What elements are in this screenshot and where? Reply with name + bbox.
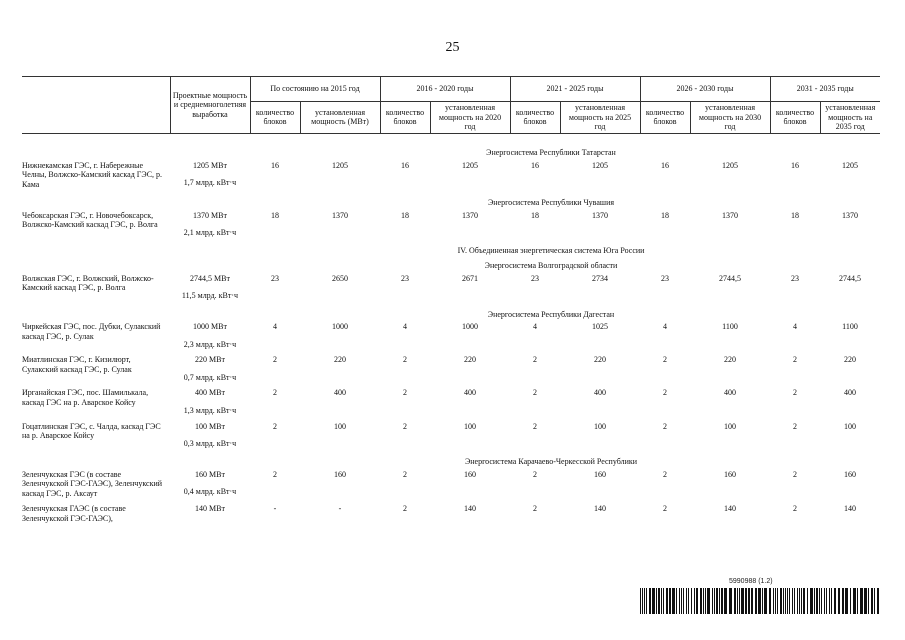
units-count: 4 — [663, 321, 668, 331]
header-capacity-2025: установленная мощность на 2025 год — [560, 102, 640, 134]
units-count: 2 — [793, 421, 798, 431]
project-capacity-cell — [170, 211, 250, 238]
installed-capacity: 100 — [334, 421, 346, 431]
table-row — [22, 470, 880, 499]
project-capacity-cell — [170, 161, 250, 190]
project-capacity: 400 МВт — [195, 388, 225, 398]
units-count: 2 — [793, 469, 798, 479]
header-units-2025: количество блоков — [510, 102, 560, 134]
header-units-2030: количество блоков — [640, 102, 690, 134]
units-count: 18 — [791, 210, 800, 220]
barcode-icon — [640, 588, 880, 614]
installed-capacity: 160 — [724, 469, 737, 479]
section-title: Энергосистема Волгоградской области — [484, 261, 618, 271]
units-count: 2 — [533, 421, 538, 431]
header-period-2015: По состоянию на 2015 год — [250, 77, 380, 102]
plant-name: Зеленчукская ГАЭС (в составе Зеленчукской ГЭС-ГАЭС), — [22, 504, 126, 524]
units-count: 2 — [273, 388, 277, 398]
installed-capacity: - — [338, 504, 342, 514]
header-capacity-2020: установленная мощность на 2020 год — [430, 102, 510, 134]
annual-generation: 1,7 млрд. кВт·ч — [183, 178, 237, 188]
units-count: 23 — [271, 273, 279, 283]
installed-capacity: 2744,5 — [719, 273, 742, 283]
section-row — [22, 146, 880, 161]
section-title: Энергосистема Карачаево-Черкесской Республики — [464, 457, 638, 467]
units-count: 2 — [403, 388, 408, 398]
units-count: 16 — [661, 160, 670, 170]
project-capacity-cell — [170, 504, 250, 523]
page-number: 25 — [445, 40, 460, 55]
units-count: 16 — [401, 160, 410, 170]
units-count: 2 — [663, 469, 668, 479]
units-count: 2 — [273, 469, 277, 479]
header-units-2035: количество блоков — [770, 102, 820, 134]
installed-capacity: 220 — [594, 355, 607, 365]
installed-capacity: 2671 — [462, 273, 479, 283]
units-count: 2 — [663, 355, 668, 365]
installed-capacity: 1100 — [722, 321, 738, 331]
plant-name: Нижнекамская ГЭС, г. Набережные Челны, Волжско-Камский каскад ГЭС, р. Кама — [22, 160, 163, 189]
table-row — [22, 388, 880, 415]
section-title: IV. Объединенная энергетическая система Юга России — [457, 246, 645, 256]
header-capacity-2035: установленная мощность на 2035 год — [820, 102, 880, 134]
installed-capacity: 160 — [594, 469, 607, 479]
project-capacity: 1000 МВт — [193, 321, 227, 331]
installed-capacity: 1205 — [462, 160, 479, 170]
project-capacity: 140 МВт — [195, 504, 225, 514]
project-capacity-cell — [170, 322, 250, 349]
plant-name: Чебоксарская ГЭС, г. Новочебоксарск, Волжско-Камский каскад ГЭС, р. Волга — [22, 210, 158, 230]
plant-name: Ирганайская ГЭС, пос. Шамилькала, каскад ГЭС на р. Аварское Койсу — [22, 388, 149, 407]
units-count: 2 — [273, 421, 277, 431]
units-count: 23 — [661, 273, 670, 283]
units-count: 18 — [401, 210, 410, 220]
installed-capacity: 160 — [334, 469, 346, 479]
installed-capacity: 400 — [334, 388, 346, 398]
project-capacity: 1370 МВт — [193, 210, 227, 220]
units-count: 23 — [791, 273, 800, 283]
annual-generation: 11,5 млрд. кВт·ч — [181, 291, 239, 301]
project-capacity-cell — [170, 274, 250, 301]
installed-capacity: 100 — [594, 421, 607, 431]
installed-capacity: 140 — [594, 504, 607, 514]
table-row — [22, 422, 880, 449]
installed-capacity: 1205 — [592, 160, 609, 170]
installed-capacity: 220 — [724, 355, 737, 365]
units-count: 2 — [273, 355, 277, 365]
installed-capacity: 160 — [844, 469, 857, 479]
units-count: 16 — [531, 160, 540, 170]
installed-capacity: 1370 — [332, 210, 348, 220]
units-count: 2 — [533, 355, 538, 365]
table-row — [22, 322, 880, 349]
header-period-2021-2025: 2021 - 2025 годы — [510, 77, 640, 102]
header-period-2031-2035: 2031 - 2035 годы — [770, 77, 880, 102]
section-row — [22, 244, 880, 259]
table-row — [22, 504, 880, 523]
hydro-plants-table — [22, 76, 880, 530]
table-row — [22, 161, 880, 190]
installed-capacity: 1000 — [332, 321, 348, 331]
units-count: 2 — [533, 469, 538, 479]
header-project-capacity: Проектные мощность и среднемноголетняя выработка — [170, 77, 250, 134]
installed-capacity: 140 — [464, 504, 477, 514]
section-row — [22, 196, 880, 211]
units-count: 2 — [403, 469, 408, 479]
installed-capacity: 140 — [844, 504, 857, 514]
units-count: 2 — [663, 388, 668, 398]
units-count: 2 — [793, 355, 798, 365]
project-capacity: 2744,5 МВт — [190, 273, 230, 283]
project-capacity: 100 МВт — [195, 421, 225, 431]
project-capacity: 1205 МВт — [193, 160, 227, 170]
header-units-2020: количество блоков — [380, 102, 430, 134]
table-row — [22, 274, 880, 301]
header-capacity-2030: установленная мощность на 2030 год — [690, 102, 770, 134]
section-row — [22, 259, 880, 274]
installed-capacity: 400 — [844, 388, 857, 398]
annual-generation: 0,7 млрд. кВт·ч — [183, 372, 237, 382]
plant-name: Миатлинская ГЭС, г. Кизилюрт, Сулакский каскад ГЭС, р. Сулак — [22, 355, 132, 374]
units-count: 16 — [271, 160, 279, 170]
annual-generation: 0,3 млрд. кВт·ч — [183, 439, 237, 449]
table-body — [22, 133, 880, 529]
section-row — [22, 455, 880, 470]
installed-capacity: 220 — [844, 355, 857, 365]
installed-capacity: 1205 — [722, 160, 739, 170]
plant-name: Чиркейская ГЭС, пос. Дубки, Сулакский каскад ГЭС, р. Сулак — [22, 321, 161, 341]
units-count: 4 — [403, 321, 408, 331]
section-title: Энергосистема Республики Чувашия — [487, 198, 615, 208]
installed-capacity: 1370 — [842, 210, 859, 220]
installed-capacity: 1000 — [462, 321, 479, 331]
installed-capacity: 1100 — [842, 321, 858, 331]
table-row — [22, 355, 880, 382]
header-period-2026-2030: 2026 - 2030 годы — [640, 77, 770, 102]
installed-capacity: 100 — [724, 421, 737, 431]
installed-capacity: 400 — [724, 388, 737, 398]
header-period-2016-2020: 2016 - 2020 годы — [380, 77, 510, 102]
plant-name: Зеленчукская ГЭС (в составе Зеленчукской ГЭС-ГАЭС), Зеленчукский каскад ГЭС, р. Аксаут — [22, 469, 163, 498]
installed-capacity: 220 — [334, 355, 346, 365]
table-header — [22, 77, 880, 134]
annual-generation: 0,4 млрд. кВт·ч — [183, 487, 237, 497]
installed-capacity: 140 — [724, 504, 737, 514]
units-count: 2 — [793, 388, 798, 398]
units-count: 18 — [661, 210, 670, 220]
installed-capacity: 100 — [464, 421, 477, 431]
units-count: - — [273, 504, 277, 514]
section-row — [22, 307, 880, 322]
units-count: 2 — [533, 388, 538, 398]
section-title: Энергосистема Республики Татарстан — [486, 148, 616, 158]
project-capacity-cell — [170, 355, 250, 382]
units-count: 2 — [663, 421, 668, 431]
project-capacity-cell — [170, 422, 250, 449]
installed-capacity: 160 — [464, 469, 477, 479]
barcode-number: 5990988 (1.2) — [729, 578, 773, 585]
plant-name: Волжская ГЭС, г. Волжский, Волжско-Камский каскад ГЭС, р. Волга — [22, 273, 154, 293]
plant-name: Гоцатлинская ГЭС, с. Чалда, каскад ГЭС на р. Аварское Койсу — [22, 421, 161, 441]
installed-capacity: 2650 — [332, 273, 348, 283]
units-count: 23 — [531, 273, 540, 283]
units-count: 16 — [791, 160, 800, 170]
installed-capacity: 1370 — [462, 210, 479, 220]
installed-capacity: 400 — [594, 388, 607, 398]
project-capacity: 160 МВт — [195, 469, 225, 479]
annual-generation: 2,3 млрд. кВт·ч — [183, 339, 237, 349]
installed-capacity: 1205 — [842, 160, 859, 170]
units-count: 2 — [533, 504, 538, 514]
header-capacity-2015: установленная мощность (МВт) — [300, 102, 380, 134]
table-row — [22, 211, 880, 238]
installed-capacity: 2744,5 — [839, 273, 862, 283]
installed-capacity: 400 — [464, 388, 477, 398]
annual-generation: 2,1 млрд. кВт·ч — [183, 228, 237, 238]
units-count: 2 — [403, 504, 408, 514]
units-count: 4 — [273, 321, 277, 331]
units-count: 2 — [403, 355, 408, 365]
project-capacity-cell — [170, 388, 250, 415]
installed-capacity: 100 — [844, 421, 857, 431]
units-count: 4 — [793, 321, 798, 331]
installed-capacity: 1370 — [592, 210, 609, 220]
installed-capacity: 2734 — [592, 273, 609, 283]
installed-capacity: 1025 — [592, 321, 609, 331]
units-count: 18 — [271, 210, 279, 220]
annual-generation: 1,3 млрд. кВт·ч — [183, 405, 237, 415]
header-units-2015: количество блоков — [250, 102, 300, 134]
section-title: Энергосистема Республики Дагестан — [487, 309, 615, 319]
units-count: 2 — [403, 421, 408, 431]
units-count: 23 — [401, 273, 410, 283]
project-capacity: 220 МВт — [195, 355, 225, 365]
installed-capacity: 1205 — [332, 160, 348, 170]
project-capacity-cell — [170, 470, 250, 499]
header-name-cell — [22, 77, 170, 134]
units-count: 4 — [533, 321, 538, 331]
installed-capacity: 1370 — [722, 210, 739, 220]
units-count: 2 — [793, 504, 798, 514]
units-count: 18 — [531, 210, 540, 220]
installed-capacity: 220 — [464, 355, 477, 365]
units-count: 2 — [663, 504, 668, 514]
